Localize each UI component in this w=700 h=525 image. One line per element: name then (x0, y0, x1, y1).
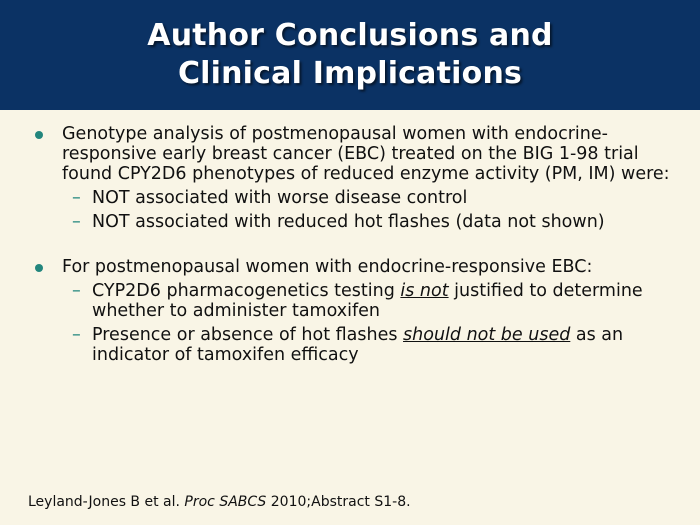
sub-bullet-text-post: as an indicator of tamoxifen efficacy (92, 325, 624, 365)
citation-journal: Proc SABCS (184, 494, 267, 510)
emphasis-text: is not (400, 281, 449, 301)
slide-content (30, 124, 680, 369)
sub-bullet-item (62, 281, 680, 321)
dash-icon: – (72, 325, 81, 345)
sub-bullet-item (62, 325, 680, 365)
sub-bullet-text-post: justified to determine whether to administer tamoxifen (92, 281, 643, 321)
dash-icon: – (72, 188, 81, 208)
sub-bullet-text: NOT associated with worse disease control (92, 188, 468, 208)
bullet-text: Genotype analysis of postmenopausal women with endocrine-responsive early breast cancer (EBC) treated on the BIG 1-98 trial found CPY2D6 phenotypes of reduced enzyme activity (PM, IM) were: (62, 124, 670, 184)
slide-title-line-2: Clinical Implications (177, 56, 523, 91)
citation-footnote (28, 493, 411, 511)
dash-icon: – (72, 281, 81, 301)
bullet-dot-icon (35, 131, 43, 139)
emphasis-text: should not be used (403, 325, 571, 345)
citation-authors: Leyland-Jones B et al. (28, 494, 185, 510)
sub-bullet-item (62, 188, 680, 208)
sub-bullet-list (62, 281, 680, 365)
bullet-item (30, 257, 680, 365)
slide-title-line-1: Author Conclusions and (147, 18, 553, 53)
sub-bullet-list (62, 188, 680, 232)
bullet-dot-icon (35, 264, 43, 272)
sub-bullet-text-pre: CYP2D6 pharmacogenetics testing (92, 281, 401, 301)
bullet-item (30, 124, 680, 232)
citation-details: 2010;Abstract S1-8. (266, 494, 411, 510)
dash-icon: – (72, 212, 81, 232)
sub-bullet-item (62, 212, 680, 232)
sub-bullet-text-pre: Presence or absence of hot flashes (92, 325, 404, 345)
sub-bullet-text: NOT associated with reduced hot flashes (data not shown) (92, 212, 605, 232)
title-bar (0, 0, 700, 110)
bullet-text: For postmenopausal women with endocrine-responsive EBC: (62, 257, 593, 277)
